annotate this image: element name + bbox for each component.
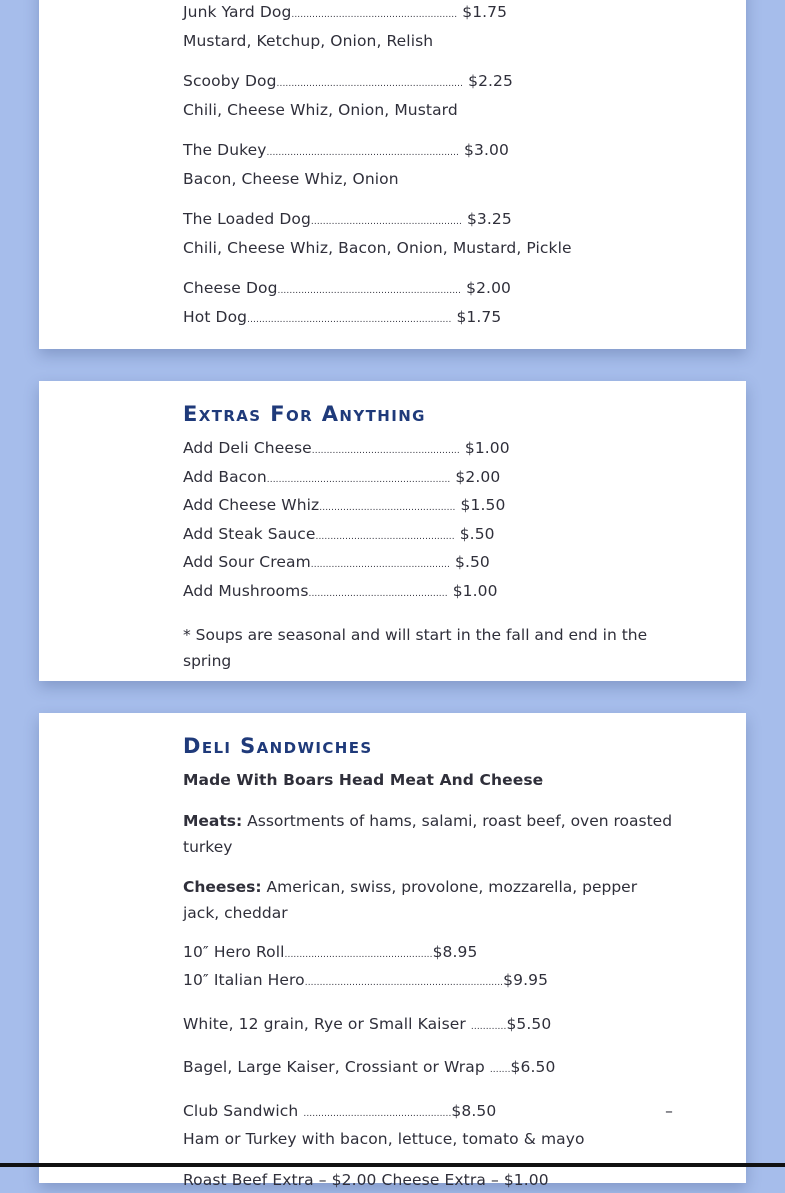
hotdog-menu-card <box>39 0 746 349</box>
item-name: Add Steak Sauce <box>183 525 316 543</box>
dot-leader: ............................................... <box>316 532 455 542</box>
dot-leader: ................................................... <box>311 217 462 227</box>
item-description: Chili, Cheese Whiz, Onion, Mustard <box>183 98 673 124</box>
item-name: Add Bacon <box>183 468 267 486</box>
viewport-bottom-edge <box>0 1163 785 1167</box>
section-title: Deli Sandwiches <box>183 733 673 759</box>
dot-leader: .................................................. <box>312 446 460 456</box>
menu-item <box>183 305 673 334</box>
dot-leader: ................................................................. <box>267 148 459 158</box>
item-price: $1.00 <box>453 582 498 600</box>
menu-item <box>183 0 673 29</box>
dot-leader: .................................................. <box>285 950 433 960</box>
item-price: $2.00 <box>466 279 511 297</box>
item-description: Chili, Cheese Whiz, Bacon, Onion, Mustard, Pickle <box>183 236 673 262</box>
meats-label: Meats: <box>183 812 242 830</box>
deli-menu-card <box>39 713 746 1183</box>
cheeses-description <box>183 874 673 926</box>
dot-leader: ............ <box>471 1022 507 1032</box>
menu-item <box>183 276 673 305</box>
item-name: Bagel, Large Kaiser, Crossiant or Wrap <box>183 1058 490 1076</box>
item-price: $8.95 <box>433 943 478 961</box>
soup-note: * Soups are seasonal and will start in the fall and end in the spring <box>183 622 673 674</box>
item-price: $1.75 <box>456 308 501 326</box>
item-description: Ham or Turkey with bacon, lettuce, tomato & mayo <box>183 1127 673 1153</box>
item-price: $.50 <box>460 525 495 543</box>
item-price: $1.00 <box>465 439 510 457</box>
menu-item <box>183 579 673 608</box>
item-price: $2.25 <box>468 72 513 90</box>
menu-item <box>183 493 673 522</box>
extras-menu-card <box>39 381 746 681</box>
item-price: $2.00 <box>455 468 500 486</box>
item-price: $5.50 <box>506 1015 551 1033</box>
item-name: 10″ Italian Hero <box>183 971 305 989</box>
dot-leader: ........................................................ <box>291 10 457 20</box>
item-name: Hot Dog <box>183 308 247 326</box>
item-price: $8.50 <box>451 1102 496 1120</box>
section-subtitle: Made With Boars Head Meat And Cheese <box>183 768 673 794</box>
menu-item <box>183 436 673 465</box>
section-title: Extras For Anything <box>183 401 673 427</box>
item-name: Cheese Dog <box>183 279 278 297</box>
item-description: Bacon, Cheese Whiz, Onion <box>183 167 673 193</box>
cheeses-text: American, swiss, provolone, mozzarella, pepper jack, cheddar <box>183 878 637 922</box>
meats-description <box>183 808 673 860</box>
dot-leader: ..................................................................... <box>247 315 451 325</box>
dot-leader: ............................................... <box>309 589 448 599</box>
item-price: $1.50 <box>461 496 506 514</box>
item-name: Scooby Dog <box>183 72 277 90</box>
item-price: $1.75 <box>462 3 507 21</box>
menu-item <box>183 1099 673 1128</box>
item-name: The Dukey <box>183 141 267 159</box>
menu-item <box>183 522 673 551</box>
menu-item <box>183 1012 673 1041</box>
dot-leader: .................................................. <box>303 1109 451 1119</box>
cut-off-extras-line: Roast Beef Extra – $2.00 Cheese Extra – $1.00 <box>183 1168 673 1193</box>
item-name: Add Cheese Whiz <box>183 496 319 514</box>
menu-item <box>183 1055 673 1084</box>
dash-mark: – <box>665 1099 673 1125</box>
item-price: $3.25 <box>467 210 512 228</box>
cheeses-label: Cheeses: <box>183 878 262 896</box>
item-name: Club Sandwich <box>183 1102 303 1120</box>
item-price: $.50 <box>455 553 490 571</box>
menu-item <box>183 940 673 969</box>
item-name: White, 12 grain, Rye or Small Kaiser <box>183 1015 471 1033</box>
dot-leader: .............................................................. <box>278 286 462 296</box>
menu-item <box>183 207 673 236</box>
item-name: Junk Yard Dog <box>183 3 291 21</box>
item-price: $3.00 <box>464 141 509 159</box>
dot-leader: ....... <box>490 1065 511 1075</box>
meats-text: Assortments of hams, salami, roast beef, oven roasted turkey <box>183 812 672 856</box>
dot-leader: ............................................................... <box>277 79 464 89</box>
dot-leader: .............................................. <box>319 503 455 513</box>
item-name: 10″ Hero Roll <box>183 943 285 961</box>
dot-leader: ................................................................... <box>305 978 503 988</box>
item-price: $9.95 <box>503 971 548 989</box>
dot-leader: ............................................... <box>311 560 450 570</box>
menu-item <box>183 138 673 167</box>
dot-leader: .............................................................. <box>267 475 451 485</box>
menu-item <box>183 465 673 494</box>
item-price: $6.50 <box>511 1058 556 1076</box>
menu-item <box>183 968 673 997</box>
menu-item <box>183 550 673 579</box>
item-name: Add Sour Cream <box>183 553 311 571</box>
menu-item <box>183 69 673 98</box>
item-name: Add Deli Cheese <box>183 439 312 457</box>
item-name: Add Mushrooms <box>183 582 309 600</box>
item-description: Mustard, Ketchup, Onion, Relish <box>183 29 673 55</box>
item-name: The Loaded Dog <box>183 210 311 228</box>
